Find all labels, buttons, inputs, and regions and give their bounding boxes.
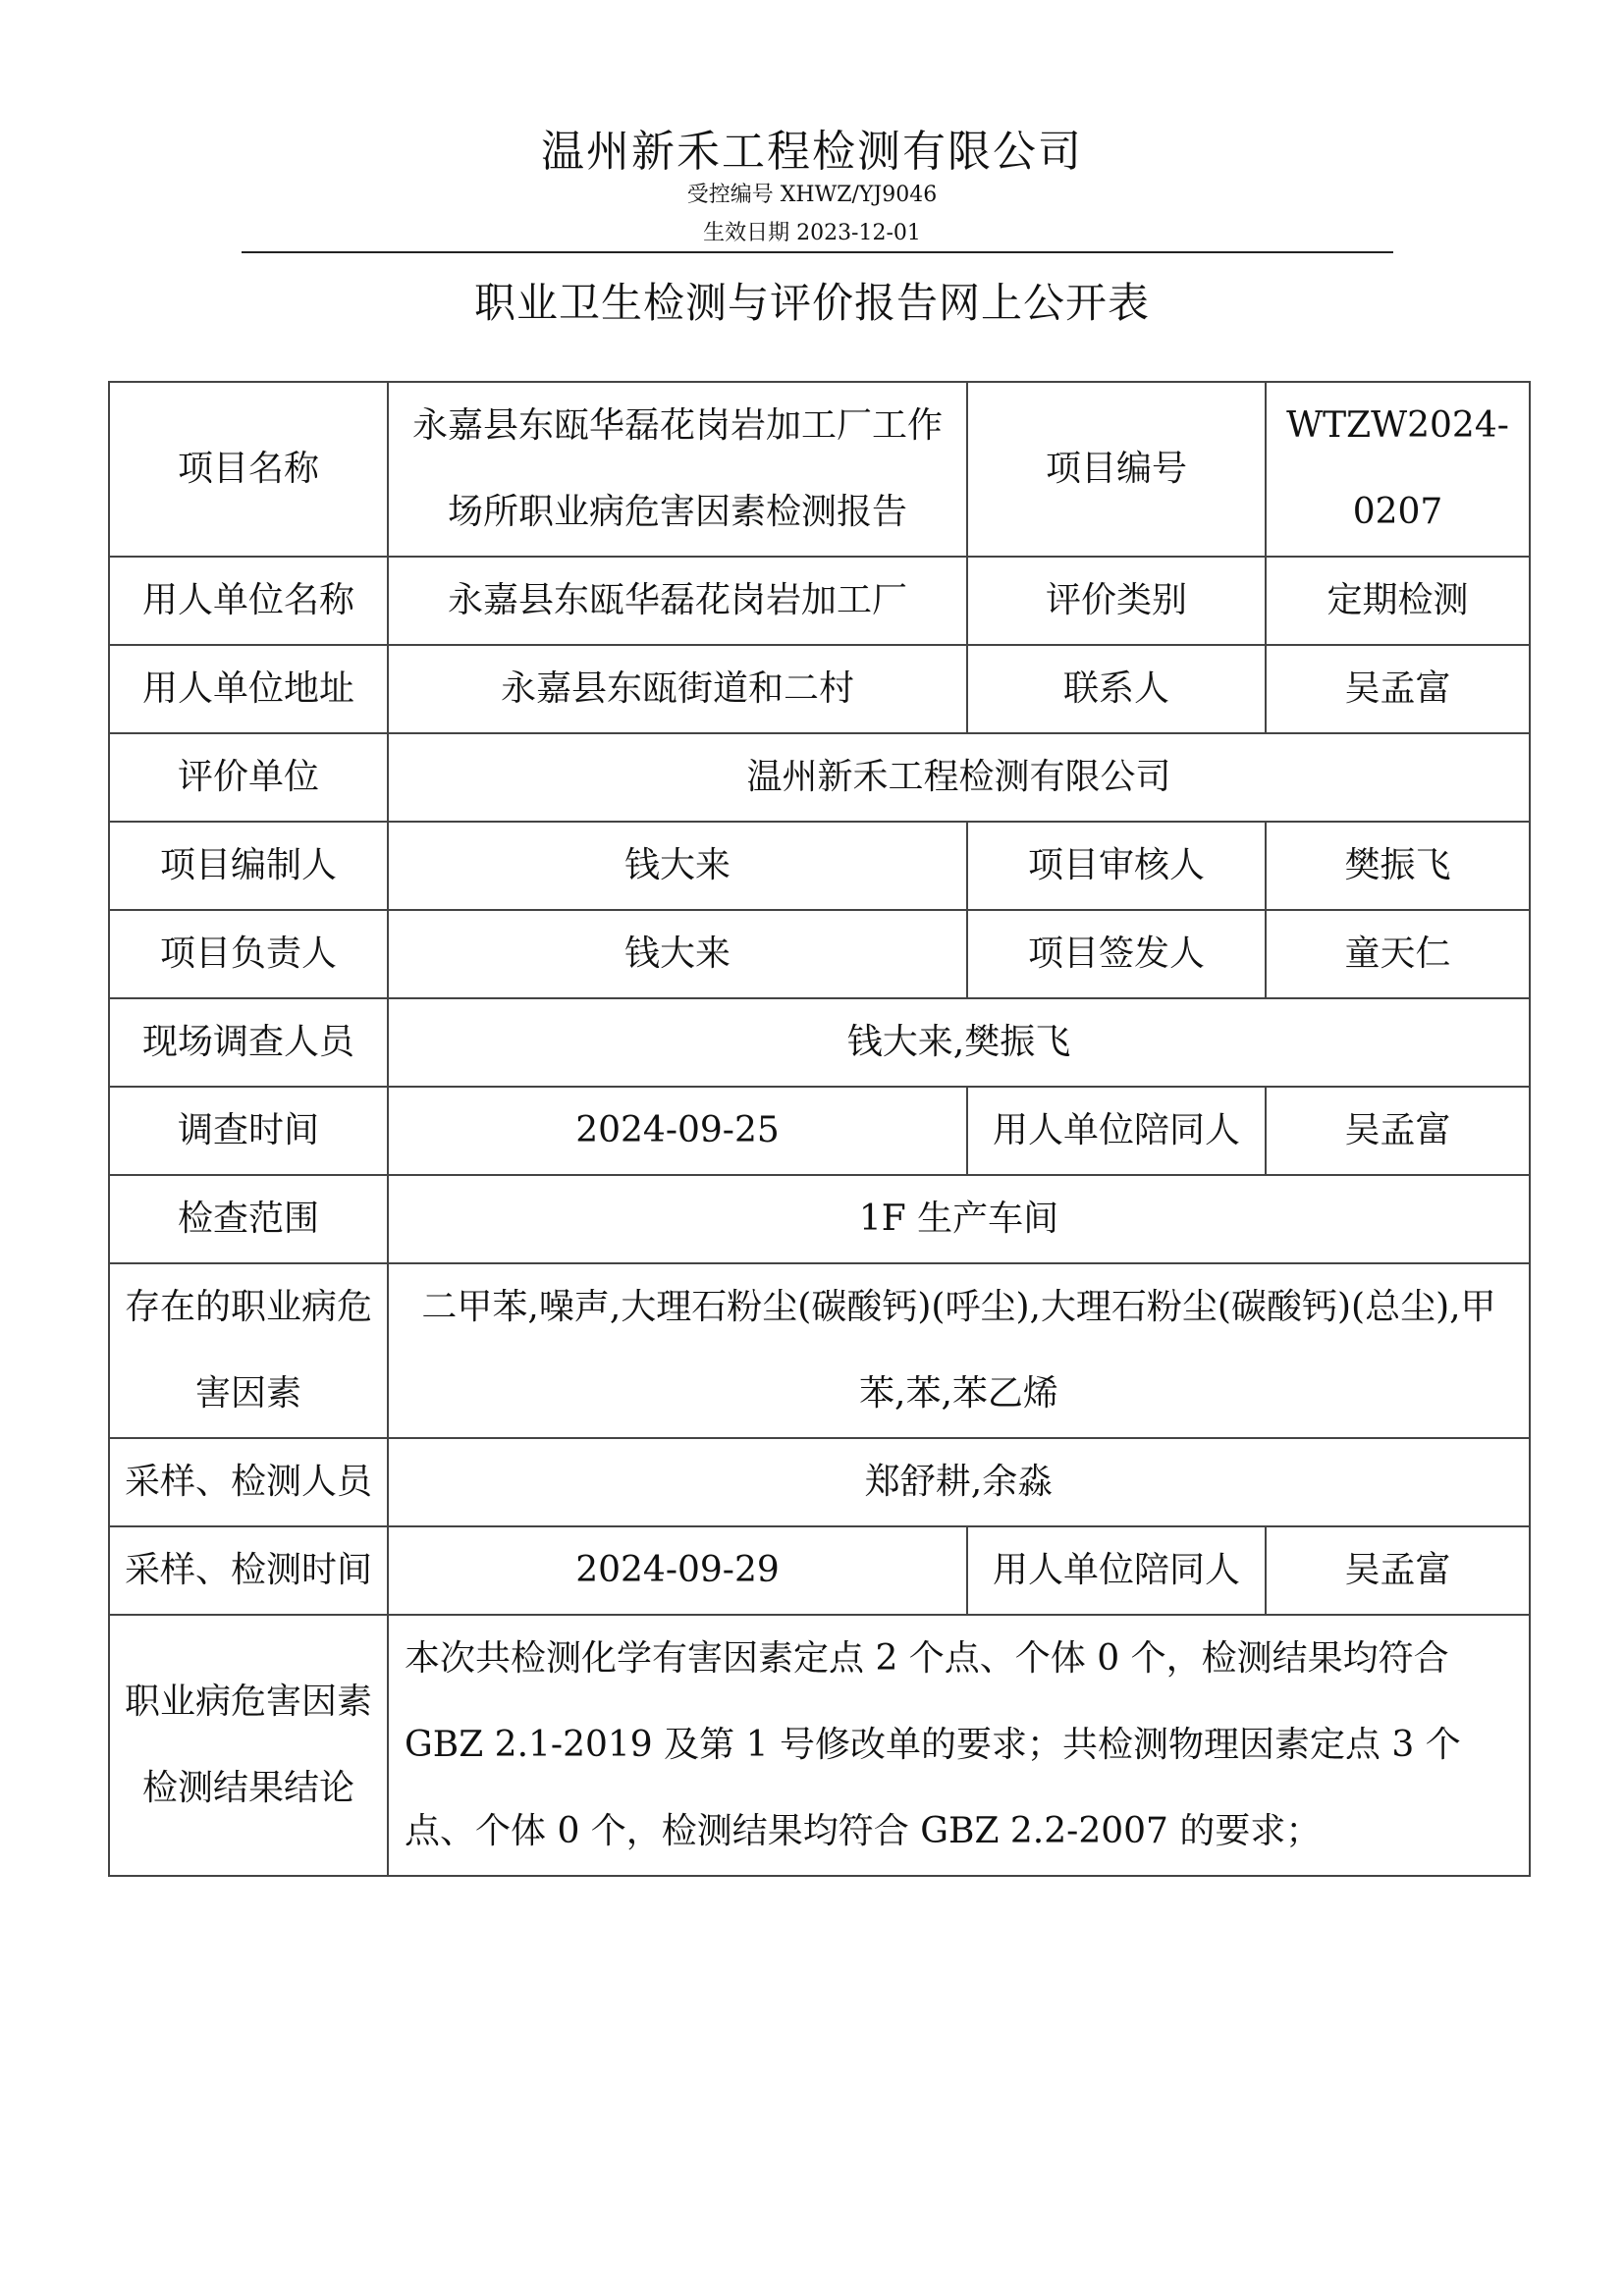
- label-project-name: 项目名称: [109, 382, 388, 557]
- label-compiler: 项目编制人: [109, 822, 388, 910]
- label-issuer: 项目签发人: [967, 910, 1266, 998]
- value-sampling-accompany: 吴孟富: [1266, 1526, 1530, 1615]
- value-employer-name: 永嘉县东瓯华磊花岗岩加工厂: [388, 557, 967, 645]
- value-reviewer: 樊振飞: [1266, 822, 1530, 910]
- value-eval-unit: 温州新禾工程检测有限公司: [388, 733, 1530, 822]
- row-hazards: [109, 1263, 1530, 1438]
- label-investigators: 现场调查人员: [109, 998, 388, 1087]
- row-sampling-time: [109, 1526, 1530, 1615]
- label-survey-accompany: 用人单位陪同人: [967, 1087, 1266, 1175]
- value-sampling-time: 2024-09-29: [388, 1526, 967, 1615]
- value-project-no: WTZW2024-0207: [1266, 382, 1530, 557]
- effective-date: 生效日期 2023-12-01: [703, 221, 921, 245]
- label-survey-time: 调查时间: [109, 1087, 388, 1175]
- row-investigators: [109, 998, 1530, 1087]
- label-project-no: 项目编号: [967, 382, 1266, 557]
- value-leader: 钱大来: [388, 910, 967, 998]
- row-compiler: [109, 822, 1530, 910]
- control-number: 受控编号 XHWZ/YJ9046: [686, 183, 938, 207]
- row-employer-name: [109, 557, 1530, 645]
- label-hazards: 存在的职业病危害因素: [109, 1263, 388, 1438]
- header-divider: [242, 251, 1393, 253]
- value-survey-time: 2024-09-25: [388, 1087, 967, 1175]
- value-investigators: 钱大来,樊振飞: [388, 998, 1530, 1087]
- company-name: 温州新禾工程检测有限公司: [541, 127, 1083, 177]
- label-employer-name: 用人单位名称: [109, 557, 388, 645]
- row-samplers: [109, 1438, 1530, 1526]
- label-scope: 检查范围: [109, 1175, 388, 1263]
- value-issuer: 童天仁: [1266, 910, 1530, 998]
- label-eval-type: 评价类别: [967, 557, 1266, 645]
- label-reviewer: 项目审核人: [967, 822, 1266, 910]
- value-employer-address: 永嘉县东瓯街道和二村: [388, 645, 967, 733]
- label-sampling-accompany: 用人单位陪同人: [967, 1526, 1266, 1615]
- row-conclusion: [109, 1615, 1530, 1876]
- value-contact: 吴孟富: [1266, 645, 1530, 733]
- row-scope: [109, 1175, 1530, 1263]
- label-eval-unit: 评价单位: [109, 733, 388, 822]
- row-employer-address: [109, 645, 1530, 733]
- label-leader: 项目负责人: [109, 910, 388, 998]
- label-employer-address: 用人单位地址: [109, 645, 388, 733]
- row-leader: [109, 910, 1530, 998]
- value-compiler: 钱大来: [388, 822, 967, 910]
- value-scope: 1F 生产车间: [388, 1175, 1530, 1263]
- label-conclusion: 职业病危害因素检测结果结论: [109, 1615, 388, 1876]
- value-eval-type: 定期检测: [1266, 557, 1530, 645]
- value-survey-accompany: 吴孟富: [1266, 1087, 1530, 1175]
- row-eval-unit: [109, 733, 1530, 822]
- row-project-name: [109, 382, 1530, 557]
- document-title: 职业卫生检测与评价报告网上公开表: [473, 279, 1150, 327]
- row-survey-time: [109, 1087, 1530, 1175]
- value-hazards: 二甲苯,噪声,大理石粉尘(碳酸钙)(呼尘),大理石粉尘(碳酸钙)(总尘),甲苯,苯,苯乙烯: [388, 1263, 1530, 1438]
- label-samplers: 采样、检测人员: [109, 1438, 388, 1526]
- value-samplers: 郑舒耕,余淼: [388, 1438, 1530, 1526]
- label-contact: 联系人: [967, 645, 1266, 733]
- label-sampling-time: 采样、检测时间: [109, 1526, 388, 1615]
- value-project-name: 永嘉县东瓯华磊花岗岩加工厂工作场所职业病危害因素检测报告: [388, 382, 967, 557]
- report-table: [108, 381, 1531, 1877]
- value-conclusion: 本次共检测化学有害因素定点 2 个点、个体 0 个，检测结果均符合 GBZ 2.1-2019 及第 1 号修改单的要求；共检测物理因素定点 3 个点、个体 0 个，检测结果均符合 GBZ 2.2-2007 的要求；: [388, 1615, 1530, 1876]
